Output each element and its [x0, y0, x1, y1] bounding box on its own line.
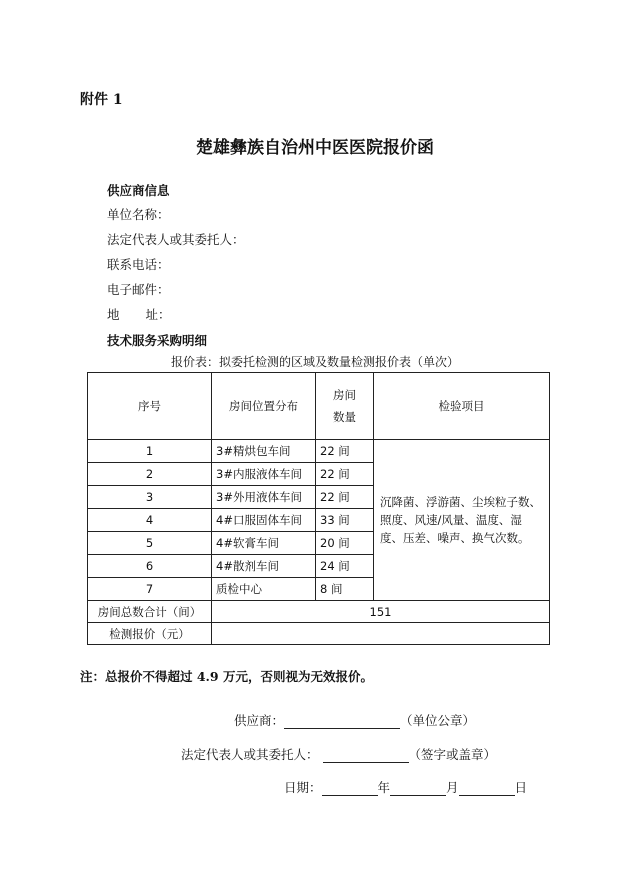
quote-table: [87, 372, 550, 645]
inspection-items-cell: 沉降菌、浮游菌、尘埃粒子数、照度、风速/风量、温度、湿度、压差、噪声、换气次数。: [374, 440, 550, 601]
table-header-row: [88, 373, 550, 440]
row-seq: 4: [88, 509, 212, 532]
row-seq: 7: [88, 578, 212, 601]
header-seq: 序号: [88, 373, 212, 440]
row-location: 4#散剂车间: [212, 555, 316, 578]
supplier-sign-label: 供应商：: [234, 713, 285, 728]
day-blank[interactable]: [459, 781, 515, 796]
address-label-b: 址：: [145, 307, 171, 322]
supplier-sign-suffix: （单位公章）: [400, 713, 476, 728]
rep-sign-label: 法定代表人或其委托人：: [181, 747, 319, 762]
row-count: 8 间: [316, 578, 374, 601]
month-blank[interactable]: [390, 781, 446, 796]
row-count: 33 间: [316, 509, 374, 532]
price-row: [88, 623, 550, 645]
price-limit-note: 注：总报价不得超过 4.9 万元，否则视为无效报价。: [80, 669, 373, 684]
email-label: 电子邮件：: [107, 282, 170, 297]
address-label-a: 地: [107, 307, 120, 322]
rep-sign-suffix: （签字或盖章）: [408, 747, 497, 762]
total-row: [88, 601, 550, 623]
price-value[interactable]: [212, 623, 550, 645]
row-location: 3#内服液体车间: [212, 463, 316, 486]
row-count: 22 间: [316, 486, 374, 509]
rep-sign-blank[interactable]: [323, 748, 409, 763]
year-blank[interactable]: [322, 781, 378, 796]
row-location: 3#精烘包车间: [212, 440, 316, 463]
row-count: 22 间: [316, 440, 374, 463]
row-seq: 5: [88, 532, 212, 555]
row-seq: 3: [88, 486, 212, 509]
month-label: 月: [446, 780, 459, 795]
tech-service-heading: 技术服务采购明细: [107, 333, 208, 348]
supplier-sign-blank[interactable]: [284, 714, 400, 729]
header-count-line1: 房间: [333, 388, 356, 402]
row-count: 22 间: [316, 463, 374, 486]
date-line: [284, 778, 527, 796]
day-label: 日: [514, 780, 528, 795]
year-label: 年: [377, 780, 391, 795]
header-location: 房间位置分布: [212, 373, 316, 440]
address-label: [107, 305, 171, 323]
table-caption: 报价表：拟委托检测的区域及数量检测报价表（单次）: [170, 355, 459, 369]
header-items: 检验项目: [374, 373, 550, 440]
row-count: 20 间: [316, 532, 374, 555]
row-seq: 1: [88, 440, 212, 463]
row-seq: 2: [88, 463, 212, 486]
header-count: [316, 373, 374, 440]
phone-label: 联系电话：: [107, 257, 170, 272]
row-count: 24 间: [316, 555, 374, 578]
supplier-info-heading: 供应商信息: [107, 183, 170, 198]
date-label: 日期：: [284, 780, 322, 795]
row-location: 质检中心: [212, 578, 316, 601]
price-label: 检测报价（元）: [88, 623, 212, 645]
total-value: 151: [212, 601, 550, 623]
page-title: 楚雄彝族自治州中医医院报价函: [196, 138, 434, 158]
unit-name-label: 单位名称：: [107, 207, 170, 222]
header-count-line2: 数量: [333, 410, 356, 424]
row-location: 3#外用液体车间: [212, 486, 316, 509]
attachment-label: 附件 1: [80, 92, 123, 108]
row-location: 4#软膏车间: [212, 532, 316, 555]
rep-signature-line: [181, 745, 496, 763]
table-row: [88, 440, 550, 463]
total-label: 房间总数合计（间）: [88, 601, 212, 623]
row-location: 4#口服固体车间: [212, 509, 316, 532]
supplier-signature-line: [234, 711, 475, 729]
row-seq: 6: [88, 555, 212, 578]
legal-rep-label: 法定代表人或其委托人：: [107, 232, 245, 247]
